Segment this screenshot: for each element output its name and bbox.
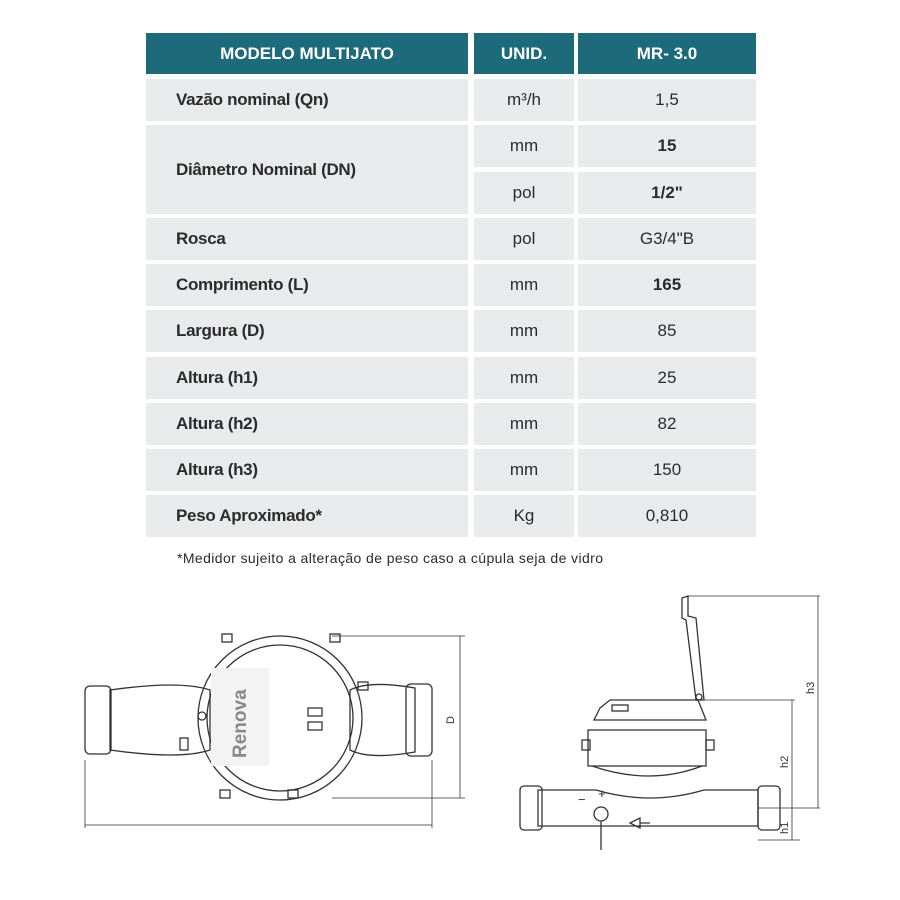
row-value: 85 — [578, 310, 756, 352]
lid-hinge — [696, 694, 702, 700]
table-row — [146, 264, 756, 306]
meter-detail — [612, 705, 628, 711]
row-label: Largura (D) — [146, 310, 468, 352]
row-unit: Kg — [474, 495, 574, 537]
footnote: *Medidor sujeito a alteração de peso caso a cúpula seja de vidro — [177, 550, 604, 566]
row-unit: pol — [474, 218, 574, 260]
right-pipe-body — [350, 684, 415, 755]
header-value: MR- 3.0 — [578, 33, 756, 74]
dial-window — [308, 708, 322, 716]
left-pipe-end — [520, 786, 542, 830]
brand-logo: Renova — [230, 689, 251, 758]
meter-side-view-drawing — [510, 590, 840, 870]
row-value: 150 — [578, 449, 756, 491]
adjustment-screw-icon — [594, 807, 608, 821]
meter-top-view-drawing — [70, 620, 480, 840]
row-subgroup — [468, 125, 756, 214]
row-unit: mm — [474, 125, 574, 167]
housing-lug — [222, 634, 232, 642]
row-unit: mm — [474, 310, 574, 352]
row-value: 0,810 — [578, 495, 756, 537]
table-row — [146, 79, 756, 121]
row-label: Altura (h2) — [146, 403, 468, 445]
row-value: 25 — [578, 357, 756, 399]
housing-lug — [180, 738, 188, 750]
row-value: G3/4"B — [578, 218, 756, 260]
housing-lug — [330, 634, 340, 642]
housing-lug — [582, 740, 590, 750]
table-row — [146, 449, 756, 491]
row-unit: mm — [474, 264, 574, 306]
row-unit: mm — [474, 449, 574, 491]
row-unit: mm — [474, 403, 574, 445]
meter-top — [594, 700, 706, 720]
housing-lug — [288, 790, 298, 798]
left-pipe-end — [85, 686, 111, 754]
row-label: Vazão nominal (Qn) — [146, 79, 468, 121]
row-value: 1,5 — [578, 79, 756, 121]
row-unit-2: pol — [474, 172, 574, 214]
left-pipe-body — [110, 685, 210, 755]
dimension-h1-label: h1 — [779, 821, 791, 834]
table-row — [146, 218, 756, 260]
pipe-body — [538, 790, 758, 826]
row-label: Comprimento (L) — [146, 264, 468, 306]
plus-sign: + — [598, 786, 606, 801]
meter-lid — [682, 596, 704, 700]
housing-lug — [706, 740, 714, 750]
header-model: MODELO MULTIJATO — [146, 33, 468, 74]
header-unit: UNID. — [474, 33, 574, 74]
right-pipe-end — [406, 684, 432, 756]
table-header — [146, 33, 756, 74]
table-row — [146, 403, 756, 445]
housing-lug — [220, 790, 230, 798]
dial-window — [308, 722, 322, 730]
row-value: 165 — [578, 264, 756, 306]
dimension-d-label: D — [445, 716, 457, 724]
table-row — [146, 125, 756, 214]
row-value-2: 1/2" — [578, 172, 756, 214]
row-label: Altura (h1) — [146, 357, 468, 399]
dimension-h2-label: h2 — [779, 755, 791, 768]
housing-base — [592, 766, 702, 776]
row-unit: mm — [474, 357, 574, 399]
table-row — [146, 357, 756, 399]
minus-sign: − — [578, 792, 586, 807]
row-value: 15 — [578, 125, 756, 167]
table-row — [146, 310, 756, 352]
table-row — [146, 495, 756, 537]
screw-icon — [198, 712, 206, 720]
row-label: Diâmetro Nominal (DN) — [146, 125, 468, 214]
dimension-h3-label: h3 — [805, 681, 817, 694]
row-unit: m³/h — [474, 79, 574, 121]
register-housing — [588, 730, 706, 766]
row-label: Rosca — [146, 218, 468, 260]
row-value: 82 — [578, 403, 756, 445]
row-label: Altura (h3) — [146, 449, 468, 491]
row-label: Peso Aproximado* — [146, 495, 468, 537]
